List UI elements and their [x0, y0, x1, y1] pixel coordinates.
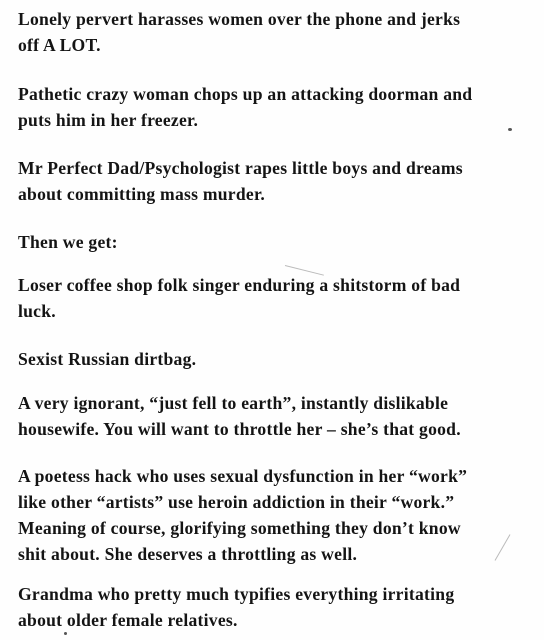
paragraph-poetess: A poetess hack who uses sexual dysfunction in her “work” like other “artists” use heroin addiction in their “work.” Meaning of course, glorifying something they don’t know shit about. She deserves a throttling as well. [18, 466, 468, 564]
paragraph-pervert: Lonely pervert harasses women over the phone and jerks off A LOT. [18, 9, 461, 55]
dust-speck [508, 128, 512, 131]
paragraph-perfect-dad: Mr Perfect Dad/Psychologist rapes little boys and dreams about committing mass murder. [18, 158, 463, 204]
paragraph-grandma: Grandma who pretty much typifies everything irritating about older female relatives. [18, 584, 455, 630]
paragraph-then-we-get: Then we get: [18, 232, 118, 252]
dust-speck [64, 632, 67, 635]
paragraph-folk-singer: Loser coffee shop folk singer enduring a shitstorm of bad luck. [18, 275, 461, 321]
paragraph-crazy-woman: Pathetic crazy woman chops up an attacking doorman and puts him in her freezer. [18, 84, 473, 130]
paragraph-housewife: A very ignorant, “just fell to earth”, instantly dislikable housewife. You will want to throttle her – she’s that good. [18, 393, 461, 439]
paragraph-russian: Sexist Russian dirtbag. [18, 349, 197, 369]
